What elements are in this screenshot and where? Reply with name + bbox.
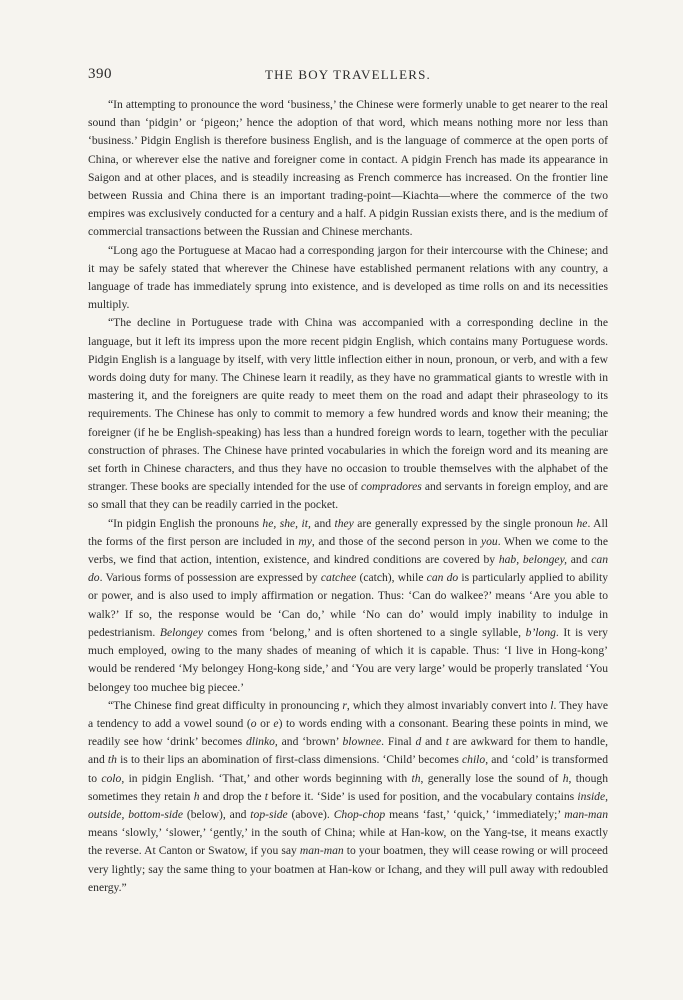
page-header: [88, 66, 608, 86]
paragraph-pronouns: “In pidgin English the pronouns he, she, it, and they are generally expressed by the single pronoun he. All the forms of the first person are included in my, and those of the second person in you. When we come to the verbs, we find that action, intention, existence, and kindred conditions are covered by hab, belongey, and can do. Various forms of possession are expressed by catchee (catch), while can do is particularly applied to ability or power, and is also used to imply affirmation or negation. Thus: ‘Can do walkee?’ means ‘Are you able to walk?’ If so, the response would be ‘Can do,’ while ‘No can do’ would imply inability to indulge in pedestrianism. Belongey comes from ‘belong,’ and is often shortened to a single syllable, b’long. It is very much employed, owing to the many shades of meaning of which it is capable. Thus: ‘I live in Hong-kong’ would be rendered ‘My belongey Hong-kong side,’ and ‘You are very large’ would be properly translated ‘You belongey too muchee big piecee.’: [88, 516, 609, 694]
body-text: [88, 96, 608, 897]
paragraph-portuguese-decline: “The decline in Portuguese trade with China was accompanied with a corresponding decline in the language, but it left its impress upon the more recent pidgin English, which contains many Portuguese words. Pidgin English is a language by itself, with very little inflection either in noun, pronoun, or verb, and with a few words doing duty for many. The Chinese learn it readily, as they have no grammatical giants to wrestle with in mastering it, and the foreigners are quite ready to meet them on the road and adapt their phraseology to its requirements. The Chinese has only to commit to memory a few hundred words and know their meaning; the foreigner (if he be English-speaking) has less than a hundred foreign words to learn, together with the peculiar construction of phrases. The Chinese have printed vocabularies in which the foreign word and its meaning are set forth in Chinese characters, and thus they have no occasion to trouble themselves with the alphabet of the stranger. These books are specially intended for the use of compradores and servants in foreign employ, and are so small that they can be readily carried in the pocket.: [88, 316, 608, 512]
paragraph-portuguese-macao: “Long ago the Portuguese at Macao had a corresponding jargon for their intercourse with the Chinese; and it may be safely stated that wherever the Chinese have established permanent relations with any country, a language of trade has immediately sprung into existence, and is developed as time rolls on and its necessities multiply.: [88, 243, 608, 312]
running-head: THE BOY TRAVELLERS.: [265, 67, 431, 82]
paragraph-pronunciation: “The Chinese find great difficulty in pronouncing r, which they almost invariably convert into l. They have a tendency to add a vowel sound (o or e) to words ending with a consonant. Bearing these points in mind, we readily see how ‘drink’ becomes dlinko, and ‘brown’ blownee. Final d and t are awkward for them to handle, and th is to their lips an abomination of first-class dimensions. ‘Child’ becomes chilo, and ‘cold’ is transformed to colo, in pidgin English. ‘That,’ and other words beginning with th, generally lose the sound of h, though sometimes they retain h and drop the t before it. ‘Side’ is used for position, and the vocabulary contains inside, outside, bottom-side (below), and top-side (above). Chop-chop means ‘fast,’ ‘quick,’ ‘immediately;’ man-man means ‘slowly,’ ‘slower,’ ‘gently,’ in the south of China; while at Han-kow, on the Yang-tse, it means exactly the reverse. At Canton or Swatow, if you say man-man to your boatmen, they will cease rowing or will proceed very lightly; say the same thing to your boatmen at Han-kow or Ichang, and they will pull away with redoubled energy.”: [88, 698, 609, 894]
paragraph-business: “In attempting to pronounce the word ‘business,’ the Chinese were formerly unable to get nearer to the real sound than ‘pidgin’ or ‘pigeon;’ hence the adoption of that word, which means nothing more nor less than ‘business.’ Pidgin English is therefore business English, and is the language of commerce at the open ports of China, or wherever else the native and foreigner come in contact. A pidgin French has made its appearance in Saigon and at other places, and is steadily increasing as French commerce has increased. On the frontier line between Russia and China there is an important trading-point—Kiachta—where the commerce of the two empires was exclusively conducted for a century and a half. A pidgin Russian exists there, and is the medium of commercial transactions between the Russian and Chinese merchants.: [88, 98, 608, 239]
page-number: 390: [88, 66, 112, 82]
